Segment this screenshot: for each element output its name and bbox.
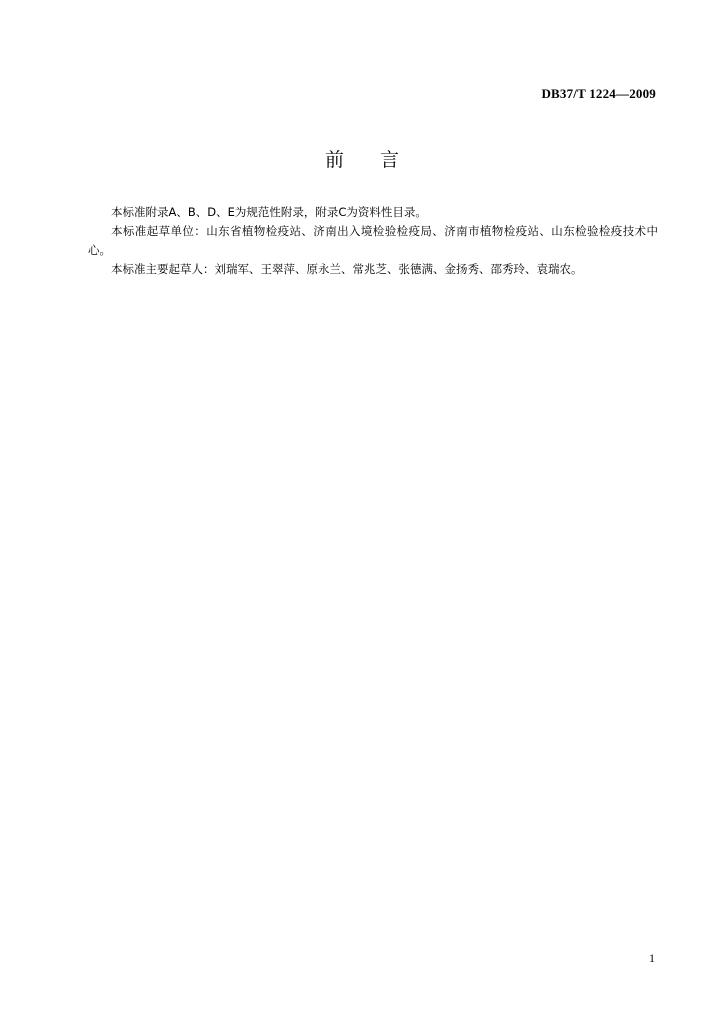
paragraph-drafters: 本标准主要起草人：刘瑞军、王翠萍、原永兰、常兆芝、张德满、金扬秀、邵秀玲、袁瑞农。 <box>111 262 583 276</box>
paragraph-appendix-note: 本标准附录A、B、D、E为规范性附录，附录C为资料性目录。 <box>111 205 427 219</box>
page-number: 1 <box>649 951 655 965</box>
foreword-body <box>88 203 658 279</box>
paragraph-drafting-units: 本标准起草单位：山东省植物检疫站、济南出入境检验检疫局、济南市植物检疫站、山东检验检疫技术中心。 <box>88 224 658 257</box>
page-title: 前言 <box>324 149 435 171</box>
standard-code: DB37/T 1224—2009 <box>541 86 656 101</box>
